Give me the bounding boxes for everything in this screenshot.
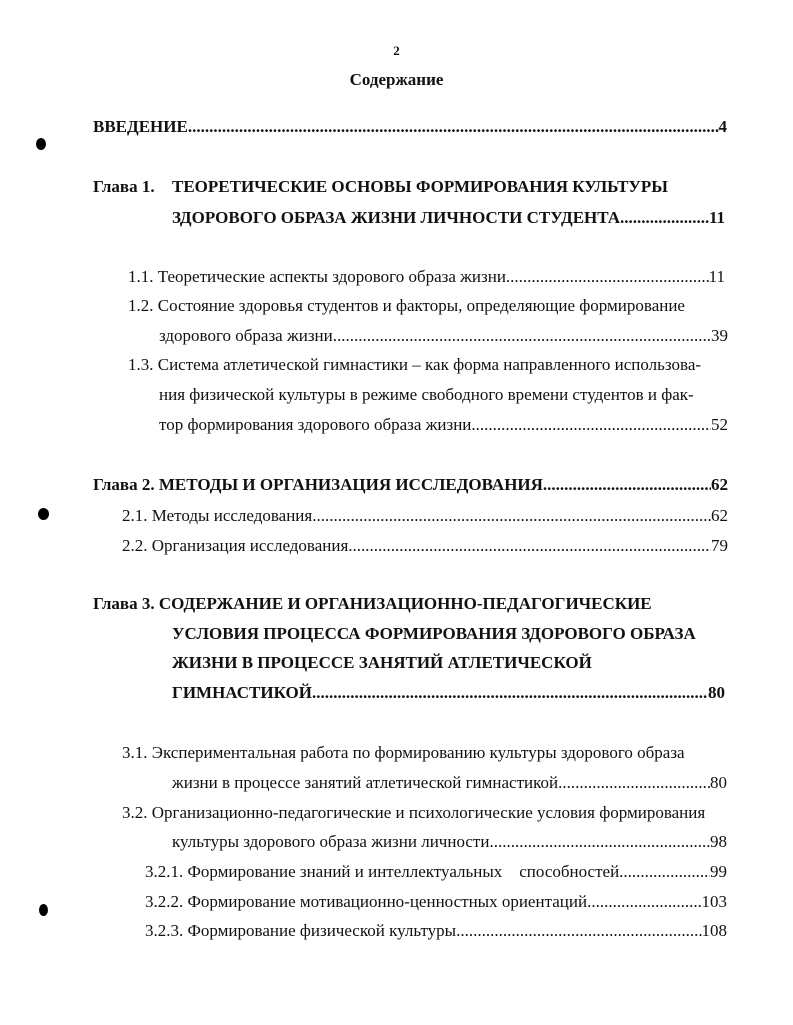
toc-section-1-2-line2[interactable] xyxy=(159,325,728,347)
toc-page-number: 79 xyxy=(711,536,728,555)
scan-speck xyxy=(39,904,48,916)
toc-page-number: 80 xyxy=(710,773,727,792)
toc-chapter-3-line1[interactable] xyxy=(93,593,703,615)
toc-entry-text: 2.1. Методы исследования xyxy=(122,506,313,525)
toc-entry-text: ЖИЗНИ В ПРОЦЕССЕ ЗАНЯТИЙ АТЛЕТИЧЕСКОЙ xyxy=(172,653,592,672)
leader-dots xyxy=(489,831,710,853)
leader-dots xyxy=(543,474,711,496)
chapter-label: Глава 1. xyxy=(93,177,155,196)
toc-entry-text: жизни в процессе занятий атлетической гимнастикой xyxy=(172,773,559,792)
toc-entry-text: тор формирования здорового образа жизни xyxy=(159,415,472,434)
toc-section-3-2-3[interactable] xyxy=(145,920,727,942)
toc-entry-text: 3.2.3. Формирование физической культуры xyxy=(145,921,457,940)
toc-chapter-2[interactable] xyxy=(93,474,728,496)
toc-entry-text: 1.2. Состояние здоровья студентов и факторы, определяющие формирование xyxy=(128,296,685,315)
toc-entry-text: 1.1. Теоретические аспекты здорового образа жизни xyxy=(128,267,506,286)
toc-page-number: 39 xyxy=(711,326,728,345)
leader-dots xyxy=(188,116,719,138)
toc-section-2-2[interactable] xyxy=(122,535,728,557)
toc-entry-text: 3.1. Экспериментальная работа по формированию культуры здорового образа xyxy=(122,743,685,762)
scan-speck xyxy=(38,508,49,520)
toc-entry-text: 3.2.2. Формирование мотивационно-ценностных ориентаций xyxy=(145,892,588,911)
toc-entry-text: ВВЕДЕНИЕ xyxy=(93,117,188,136)
toc-entry-text: ТЕОРЕТИЧЕСКИЕ ОСНОВЫ ФОРМИРОВАНИЯ КУЛЬТУРЫ xyxy=(172,177,668,196)
leader-dots xyxy=(456,920,701,942)
toc-entry-text: ГИМНАСТИКОЙ xyxy=(172,683,312,702)
toc-page-number: 11 xyxy=(708,208,725,227)
toc-entry-text: 3.2. Организационно-педагогические и психологические условия формирования xyxy=(122,803,706,822)
toc-section-3-2-line2[interactable] xyxy=(172,831,727,853)
leader-dots xyxy=(506,266,709,288)
toc-page-number: 80 xyxy=(708,683,725,702)
leader-dots xyxy=(312,682,708,704)
leader-dots xyxy=(312,505,711,527)
toc-entry-text: УСЛОВИЯ ПРОЦЕССА ФОРМИРОВАНИЯ ЗДОРОВОГО ОБРАЗА xyxy=(172,624,696,643)
toc-section-1-1[interactable] xyxy=(128,266,725,288)
scan-speck xyxy=(36,138,46,150)
toc-section-1-2-line1[interactable] xyxy=(128,295,728,317)
toc-entry-text: 2.2. Организация исследования xyxy=(122,536,349,555)
toc-page-number: 103 xyxy=(701,892,727,911)
toc-chapter-1-line2[interactable] xyxy=(172,207,725,229)
toc-page-number: 98 xyxy=(710,832,727,851)
leader-dots xyxy=(348,535,711,557)
toc-page-number: 11 xyxy=(708,267,725,286)
toc-section-1-3-line2[interactable] xyxy=(159,384,728,406)
toc-section-2-1[interactable] xyxy=(122,505,728,527)
toc-section-3-2-2[interactable] xyxy=(145,891,727,913)
toc-page-number: 62 xyxy=(711,475,728,494)
toc-entry-intro[interactable] xyxy=(93,116,727,138)
page-number: 2 xyxy=(393,43,400,58)
leader-dots xyxy=(471,414,711,436)
toc-entry-text: ЗДОРОВОГО ОБРАЗА ЖИЗНИ ЛИЧНОСТИ СТУДЕНТА xyxy=(172,208,621,227)
toc-chapter-3-line4[interactable] xyxy=(172,682,725,704)
toc-entry-text: здорового образа жизни xyxy=(159,326,333,345)
page-title: Содержание xyxy=(349,70,444,89)
toc-page-number: 62 xyxy=(711,506,728,525)
toc-page-number: 99 xyxy=(710,862,727,881)
toc-page-number: 108 xyxy=(701,921,727,940)
leader-dots xyxy=(587,891,701,913)
toc-page-number: 4 xyxy=(718,117,727,136)
toc-entry-text: Глава 2. МЕТОДЫ И ОРГАНИЗАЦИЯ ИССЛЕДОВАНИЯ xyxy=(93,475,543,494)
toc-section-1-3-line1[interactable] xyxy=(128,354,728,376)
leader-dots xyxy=(558,772,710,794)
toc-entry-text: культуры здорового образа жизни личности xyxy=(172,832,490,851)
toc-entry-text: 1.3. Система атлетической гимнастики – как форма направленного использова- xyxy=(128,355,702,374)
toc-entry-text: Глава 3. СОДЕРЖАНИЕ И ОРГАНИЗАЦИОННО-ПЕДАГОГИЧЕСКИЕ xyxy=(93,594,652,613)
toc-chapter-1-line1[interactable] xyxy=(93,176,713,198)
toc-page-number: 52 xyxy=(711,415,728,434)
toc-section-3-1-line1[interactable] xyxy=(122,742,728,764)
toc-entry-text: 3.2.1. Формирование знаний и интеллектуальных способностей xyxy=(145,862,620,881)
toc-section-3-2-1[interactable] xyxy=(145,861,727,883)
toc-chapter-3-line3[interactable] xyxy=(172,652,732,674)
toc-entry-text: ния физической культуры в режиме свободного времени студентов и фак- xyxy=(159,385,694,404)
toc-section-3-1-line2[interactable] xyxy=(172,772,727,794)
toc-chapter-3-line2[interactable] xyxy=(172,623,732,645)
leader-dots xyxy=(620,207,709,229)
toc-section-1-3-line3[interactable] xyxy=(159,414,728,436)
leader-dots xyxy=(333,325,711,347)
toc-section-3-2-line1[interactable] xyxy=(122,802,732,824)
leader-dots xyxy=(619,861,710,883)
